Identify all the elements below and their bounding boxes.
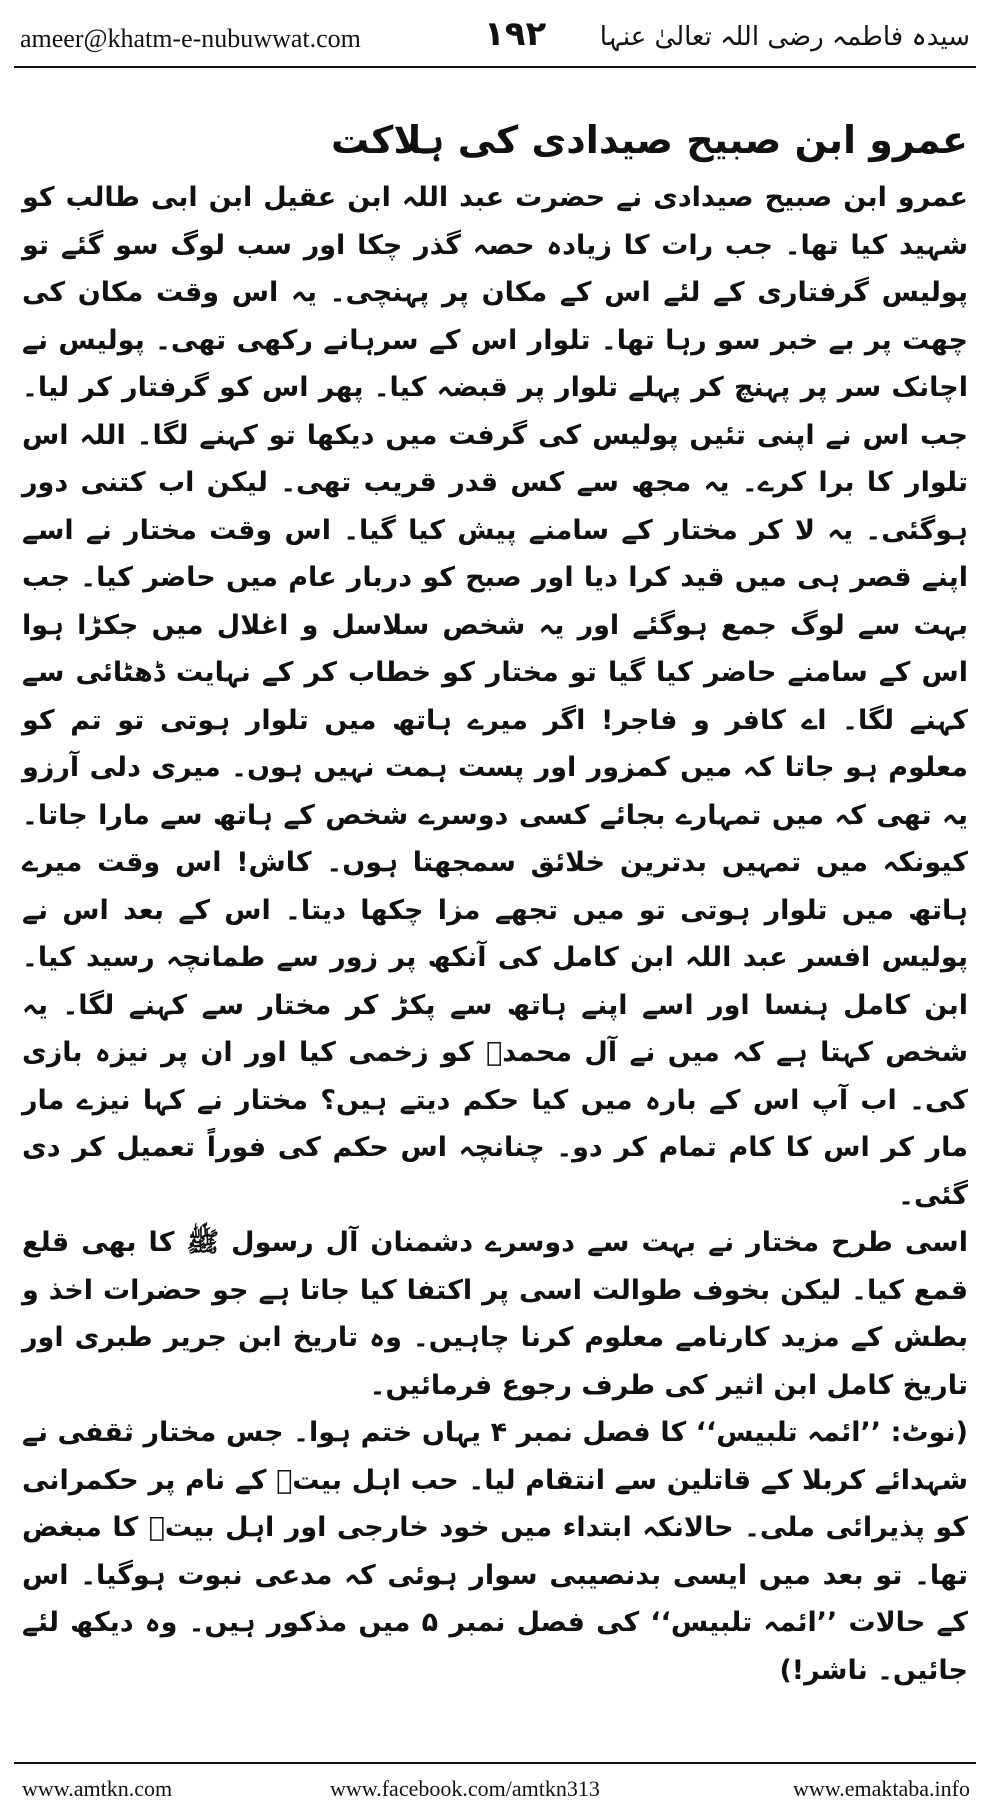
page-header [14, 12, 976, 62]
page-number: ۱۹۲ [484, 14, 547, 54]
running-title: سیدہ فاطمہ رضی اللہ تعالیٰ عنہا [599, 22, 970, 52]
paragraph-note: (نوٹ: ’’ائمہ تلبیس‘‘ کا فصل نمبر ۴ یہاں ختم ہوا۔ جس مختار ثقفی نے شہدائے کربلا کے قاتلین سے انتقام لیا۔ حب اہل بیتؓ کے نام پر حکمرانی کو پذیرائی ملی۔ حالانکہ ابتداء میں خود خارجی اور اہل بیتؓ کا مبغض تھا۔ تو بعد میں ایسی بدنصیبی سوار ہوئی کہ مدعی نبوت ہوگیا۔ اس کے حالات ’’ائمہ تلبیس‘‘ کی فصل نمبر ۵ میں مذکور ہیں۔ وہ دیکھ لئے جائیں۔ ناشر!) [22, 1417, 968, 1686]
paragraph-summary: اسی طرح مختار نے بہت سے دوسرے دشمنان آل رسول ﷺ کا بھی قلع قمع کیا۔ لیکن بخوف طوالت اسی پر اکتفا کیا جاتا ہے جو حضرات اخذ و بطش کے مزید کارنامے معلوم کرنا چاہیں۔ وہ تاریخ ابن جریر طبری اور تاریخ کامل ابن اثیر کی طرف رجوع فرمائیں۔ [22, 1227, 968, 1401]
footer-link-facebook[interactable]: www.facebook.com/amtkn313 [330, 1776, 600, 1801]
page-body [22, 118, 968, 1694]
footer-link-amtkn[interactable]: www.amtkn.com [22, 1776, 173, 1801]
header-email[interactable]: ameer@khatm-e-nubuwwat.com [20, 24, 361, 53]
footer-divider [14, 1762, 976, 1764]
section-heading: عمرو ابن صبیح صیدادی کی ہلاکت [331, 118, 968, 162]
footer-link-emaktaba[interactable]: www.emaktaba.info [793, 1776, 970, 1801]
header-divider [14, 66, 976, 68]
paragraph-story: عمرو ابن صبیح صیدادی نے حضرت عبد اللہ ابن عقیل ابن ابی طالب کو شہید کیا تھا۔ جب رات کا زیادہ حصہ گذر چکا اور سب لوگ سو گئے تو پولیس گرفتاری کے لئے اس کے مکان پر پہنچی۔ یہ اس وقت مکان کی چھت پر بے خبر سو رہا تھا۔ تلوار اس کے سرہانے رکھی تھی۔ پولیس نے اچانک سر پر پہنچ کر پہلے تلوار پر قبضہ کیا۔ پھر اس کو گرفتار کر لیا۔ جب اس نے اپنی تئیں پولیس کی گرفت میں دیکھا تو کہنے لگا۔ اللہ اس تلوار کا برا کرے۔ یہ مجھ سے کس قدر قریب تھی۔ لیکن اب کتنی دور ہوگئی۔ یہ لا کر مختار کے سامنے پیش کیا گیا۔ اس وقت مختار نے اسے اپنے قصر ہی میں قید کرا دیا اور صبح کو دربار عام میں حاضر کیا۔ جب بہت سے لوگ جمع ہوگئے اور یہ شخص سلاسل و اغلال میں جکڑا ہوا اس کے سامنے حاضر کیا گیا تو مختار کو خطاب کر کے نہایت ڈھٹائی سے کہنے لگا۔ اے کافر و فاجر! اگر میرے ہاتھ میں تلوار ہوتی تو تم کو معلوم ہو جاتا کہ میں کمزور اور پست ہمت نہیں ہوں۔ میری دلی آرزو یہ تھی کہ میں تمہارے بجائے کسی دوسرے شخص کے ہاتھ سے مارا جاتا۔ کیونکہ میں تمہیں بدترین خلائق سمجھتا ہوں۔ کاش! اس وقت میرے ہاتھ میں تلوار ہوتی تو میں تجھے مزا چکھا دیتا۔ اس کے بعد اس نے پولیس افسر عبد اللہ ابن کامل کی آنکھ پر زور سے طمانچہ رسید کیا۔ ابن کامل ہنسا اور اسے اپنے ہاتھ سے پکڑ کر مختار سے کہنے لگا۔ یہ شخص کہتا ہے کہ میں نے آل محمدؐ کو زخمی کیا اور ان پر نیزہ بازی کی۔ اب آپ اس کے بارہ میں کیا حکم دیتے ہیں؟ مختار نے کہا نیزے مار مار کر اس کا کام تمام کر دو۔ چنانچہ اس حکم کی فوراً تعمیل کر دی گئی۔ [22, 182, 968, 1211]
page-footer [14, 1772, 976, 1806]
